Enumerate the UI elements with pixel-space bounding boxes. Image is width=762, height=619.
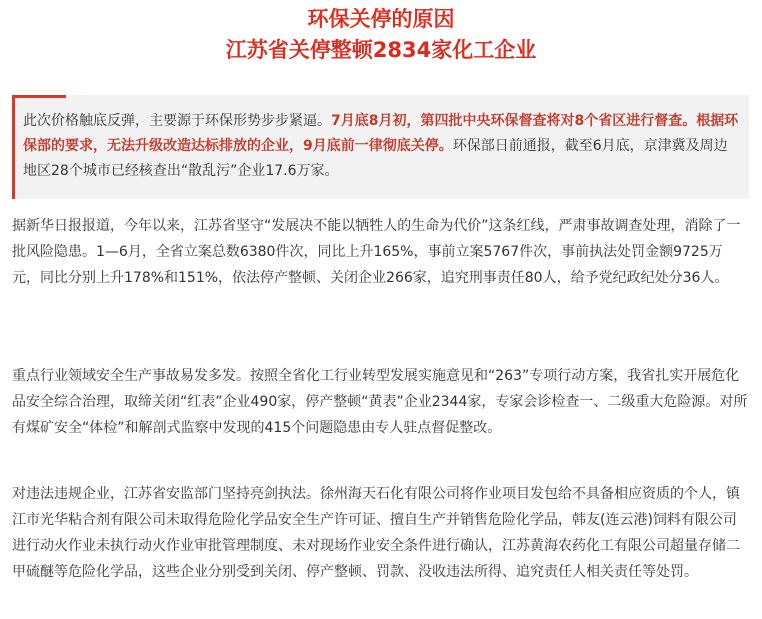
- highlight-box-top-accent: [12, 95, 66, 98]
- article-title: [0, 0, 762, 66]
- article-paragraph-1: 据新华日报报道，今年以来，江苏省坚守“发展决不能以牺牲人的生命为代价”这条红线，严肃事故调查处理，消除了一批风险隐患。1—6月，全省立案总数6380件次，同比上升165%，事前立案5767件次，事前执法处罚金额9725万元，同比分别上升178%和151%，依法停产整顿、关闭企业266家，追究刑事责任80人，给予党纪政纪处分36人。: [12, 218, 741, 286]
- article-paragraph-2: 重点行业领域安全生产事故易发多发。按照全省化工行业转型发展实施意见和“263”专项行动方案，我省扎实开展危化品安全综合治理，取缔关闭“红表”企业490家，停产整顿“黄表”企业2344家，专家会诊检查一、二级重大危险源。对所有煤矿安全“体检”和解剖式监察中发现的415个问题隐患由专人驻点督促整改。: [12, 368, 748, 436]
- highlight-box: [12, 95, 749, 199]
- highlight-box-text: [23, 109, 739, 184]
- article-paragraph-3: 对违法违规企业，江苏省安监部门坚持亮剑执法。徐州海天石化有限公司将作业项目发包给不具备相应资质的个人，镇江市光华粘合剂有限公司未取得危险化学品安全生产许可证、擅自生产并销售危险化学品，韩友(连云港)饲料有限公司进行动火作业未执行动火作业审批管理制度、未对现场作业安全条件进行确认，江苏黄海农药化工有限公司超量存储二甲硫醚等危险化学品，这些企业分别受到关闭、停产整顿、罚款、没收违法所得、追究责任人相关责任等处罚。: [12, 486, 740, 580]
- highlight-part-1: 此次价格触底反弹，主要源于环保形势步步紧逼。: [23, 113, 331, 129]
- title-line-1: 环保关停的原因: [307, 7, 455, 31]
- highlight-box-left-bar: [12, 95, 15, 199]
- title-line-2: 江苏省关停整顿2834家化工企业: [225, 38, 537, 62]
- highlight-part-3: 环保部日前通报，截至6月底，京津冀及周边地区28个城市已经核查出“散乱污”企业17.6万家。: [23, 138, 728, 179]
- highlight-part-2-emphasis: 7月底8月初，第四批中央环保督查将对8个省区进行督查。根据环保部的要求，无法升级改造达标排放的企业，9月底前一律彻底关停。: [23, 113, 739, 154]
